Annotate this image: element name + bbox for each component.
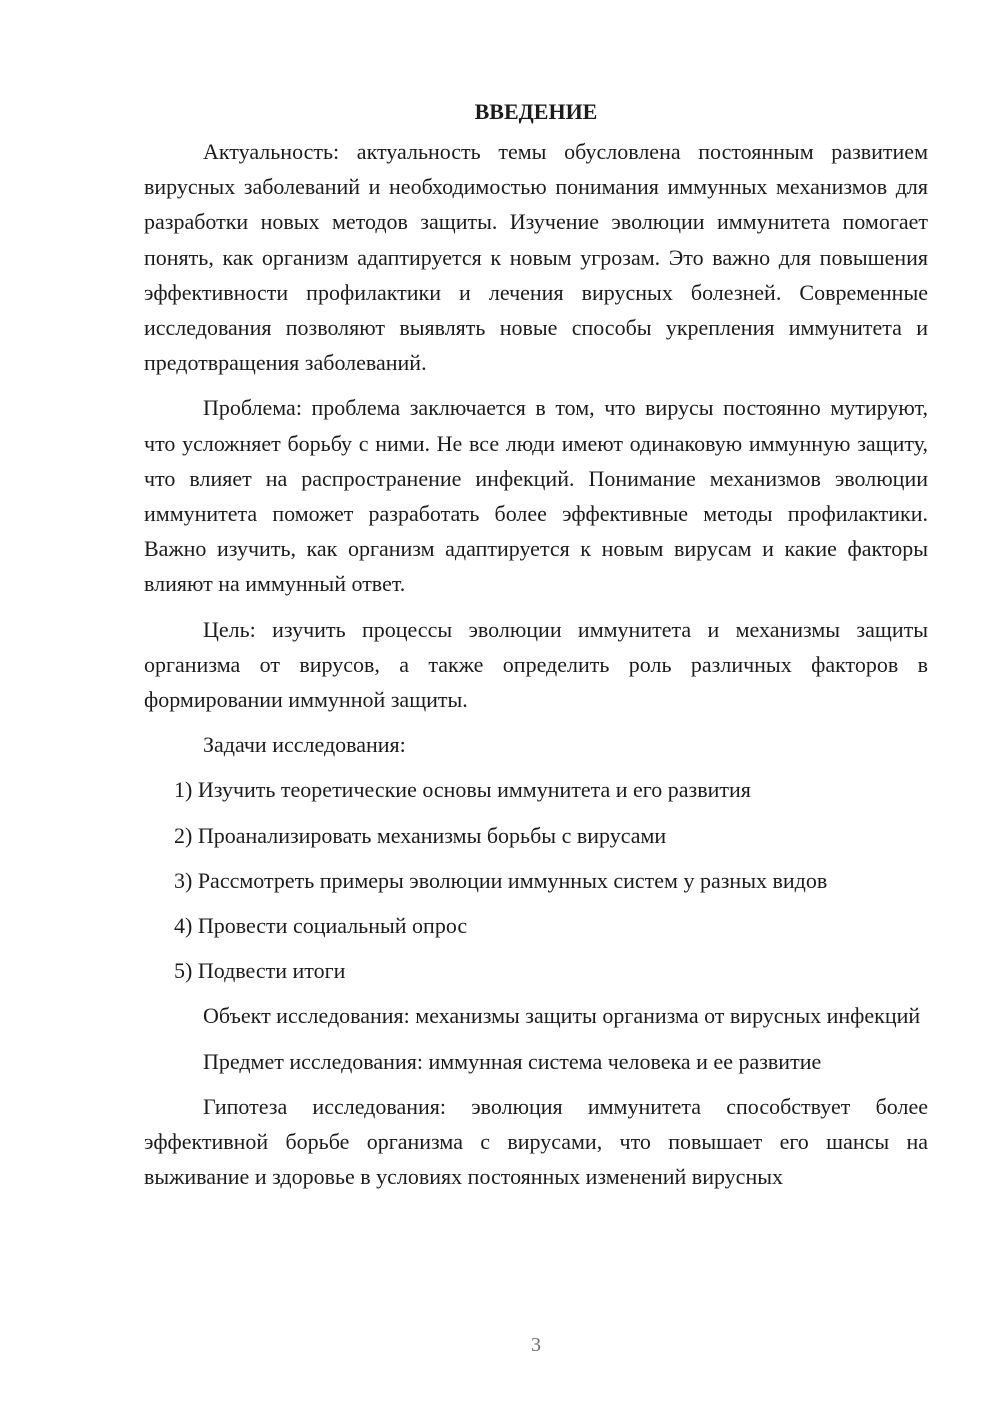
task-item: 5) Подвести итоги xyxy=(174,958,346,984)
task-item: 3) Рассмотреть примеры эволюции иммунных систем у разных видов xyxy=(174,867,828,893)
task-item: 4) Провести социальный опрос xyxy=(174,913,468,939)
relevance-paragraph: Актуальность: актуальность темы обусловлена постоянным развитием вирусных заболеваний и необходимостью понимания иммунных механизмов для разработки новых методов защиты. Изучение эволюции иммунитета помогает понять, как организм адаптируется к новым угрозам. Это важно для повышения эффективности профилактики и лечения вирусных болезней. Современные исследования позволяют выявлять новые способы укрепления иммунитета и предотвращения заболеваний. xyxy=(144,139,928,376)
subject-paragraph: Предмет исследования: иммунная система человека и ее развитие xyxy=(203,1048,822,1074)
section-title: ВВЕДЕНИЕ xyxy=(474,99,598,124)
task-item: 1) Изучить теоретические основы иммунитета и его развития xyxy=(174,777,751,803)
task-item: 2) Проанализировать механизмы борьбы с вирусами xyxy=(174,822,667,848)
tasks-list xyxy=(144,772,928,988)
object-paragraph: Объект исследования: механизмы защиты организма от вирусных инфекций xyxy=(203,1003,921,1029)
page-number: 3 xyxy=(531,1334,541,1356)
tasks-heading: Задачи исследования: xyxy=(203,732,406,758)
problem-paragraph: Проблема: проблема заключается в том, что вирусы постоянно мутируют, что усложняет борьбу с ними. Не все люди имеют одинаковую иммунную защиту, что влияет на распространение инфекций. Понимание механизмов эволюции иммунитета поможет разработать более эффективные методы профилактики. Важно изучить, как организм адаптируется к новым вирусам и какие факторы влияют на иммунный ответ. xyxy=(144,395,928,597)
page-body xyxy=(144,98,928,1204)
hypothesis-paragraph: Гипотеза исследования: эволюция иммунитета способствует более эффективной борьбе организма с вирусами, что повышает его шансы на выживание и здоровье в условиях постоянных изменений вирусных xyxy=(144,1093,928,1190)
goal-paragraph: Цель: изучить процессы эволюции иммунитета и механизмы защиты организма от вирусов, а также определить роль различных факторов в формировании иммунной защиты. xyxy=(144,616,928,713)
